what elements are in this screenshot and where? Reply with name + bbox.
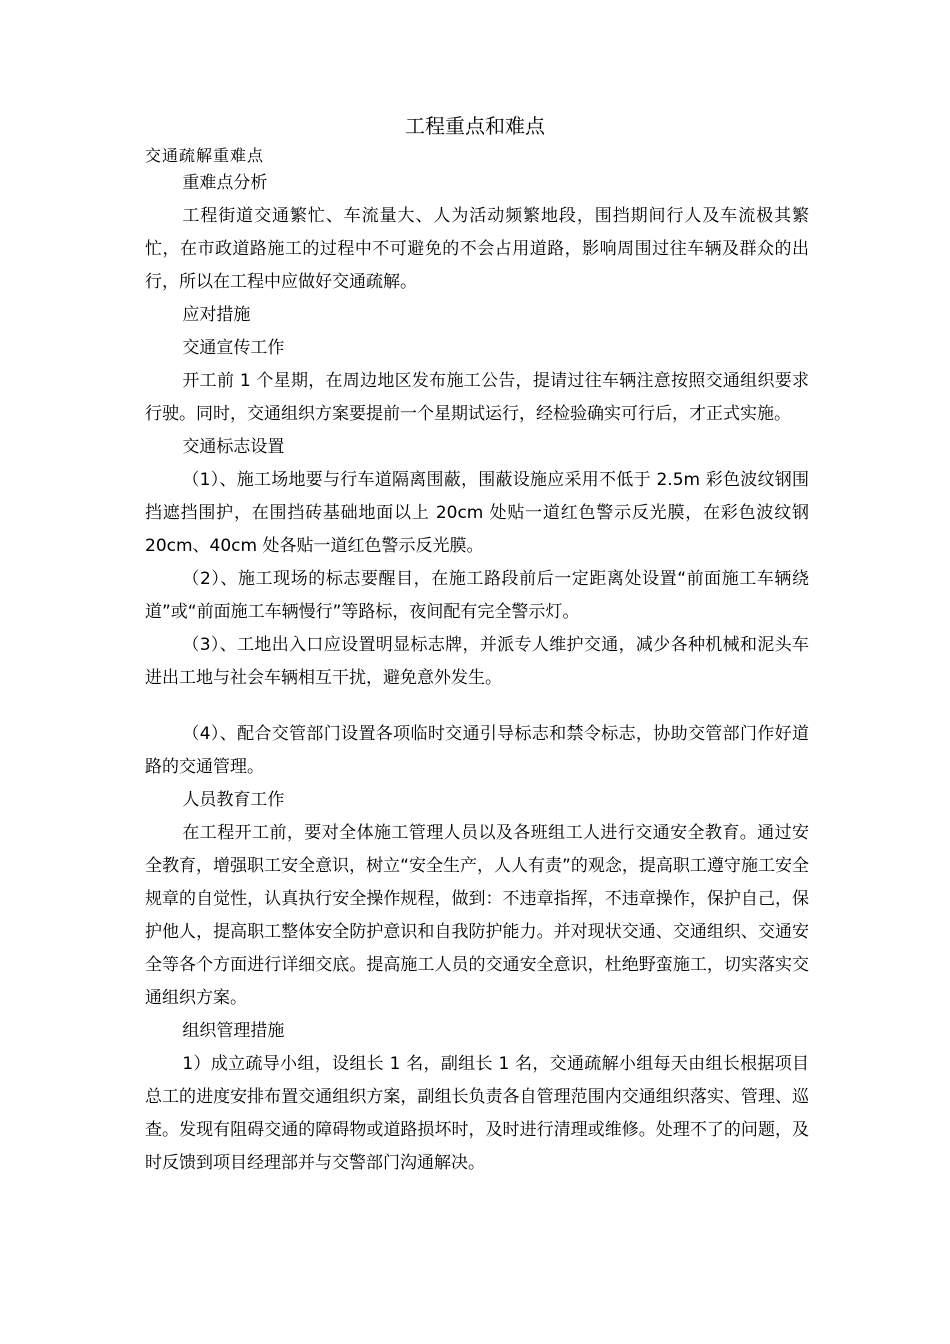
- paragraph-signage-2: （2）、施工现场的标志要醒目，在施工路段前后一定距离处设置“前面施工车辆绕道”或“前面施工车辆慢行”等路标，夜间配有完全警示灯。: [145, 569, 809, 622]
- heading-education: 人员教育工作: [182, 790, 285, 810]
- heading-measures: 应对措施: [182, 305, 251, 325]
- paragraph-analysis: 工程街道交通繁忙、车流量大、人为活动频繁地段，围挡期间行人及车流极其繁忙，在市政道路施工的过程中不可避免的不会占用道路，影响周围过往车辆及群众的出行，所以在工程中应做好交通疏解。: [145, 206, 809, 292]
- heading-signage: 交通标志设置: [182, 437, 285, 457]
- heading-publicity: 交通宣传工作: [182, 338, 285, 358]
- paragraph-education: 在工程开工前，要对全体施工管理人员以及各班组工人进行交通安全教育。通过安全教育，增强职工安全意识，树立“安全生产，人人有责”的观念，提高职工遵守施工安全规章的自觉性，认真执行安全操作规程，做到：不违章指挥，不违章操作，保护自己，保护他人，提高职工整体安全防护意识和自我防护能力。并对现状交通、交通组织、交通安全等各个方面进行详细交底。提高施工人员的交通安全意识，杜绝野蛮施工，切实落实交通组织方案。: [145, 823, 809, 1008]
- paragraph-signage-3: （3）、工地出入口应设置明显标志牌，并派专人维护交通，减少各种机械和泥头车进出工地与社会车辆相互干扰，避免意外发生。: [145, 635, 809, 688]
- paragraph-signage-1: （1）、施工场地要与行车道隔离围蔽，围蔽设施应采用不低于 2.5m 彩色波纹钢围挡遮挡围护，在围挡砖基础地面以上 20cm 处贴一道红色警示反光膜，在彩色波纹钢 20cm、40cm 处各贴一道红色警示反光膜。: [145, 470, 809, 556]
- paragraph-publicity: 开工前 1 个星期，在周边地区发布施工公告，提请过往车辆注意按照交通组织要求行驶。同时，交通组织方案要提前一个星期试运行，经检验确实可行后，才正式实施。: [145, 371, 809, 424]
- heading-management: 组织管理措施: [182, 1021, 285, 1041]
- paragraph-signage-4: （4）、配合交管部门设置各项临时交通引导标志和禁令标志，协助交管部门作好道路的交通管理。: [145, 724, 809, 777]
- paragraph-management-1: 1）成立疏导小组，设组长 1 名，副组长 1 名，交通疏解小组每天由组长根据项目总工的进度安排布置交通组织方案，副组长负责各自管理范围内交通组织落实、管理、巡查。发现有阻碍交通的障碍物或道路损坏时，及时进行清理或维修。处理不了的问题，及时反馈到项目经理部并与交警部门沟通解决。: [145, 1054, 809, 1173]
- heading-analysis: 重难点分析: [182, 173, 268, 193]
- section-subtitle: 交通疏解重难点: [145, 146, 265, 165]
- document-title: 工程重点和难点: [405, 114, 545, 138]
- document-body: [145, 167, 809, 1180]
